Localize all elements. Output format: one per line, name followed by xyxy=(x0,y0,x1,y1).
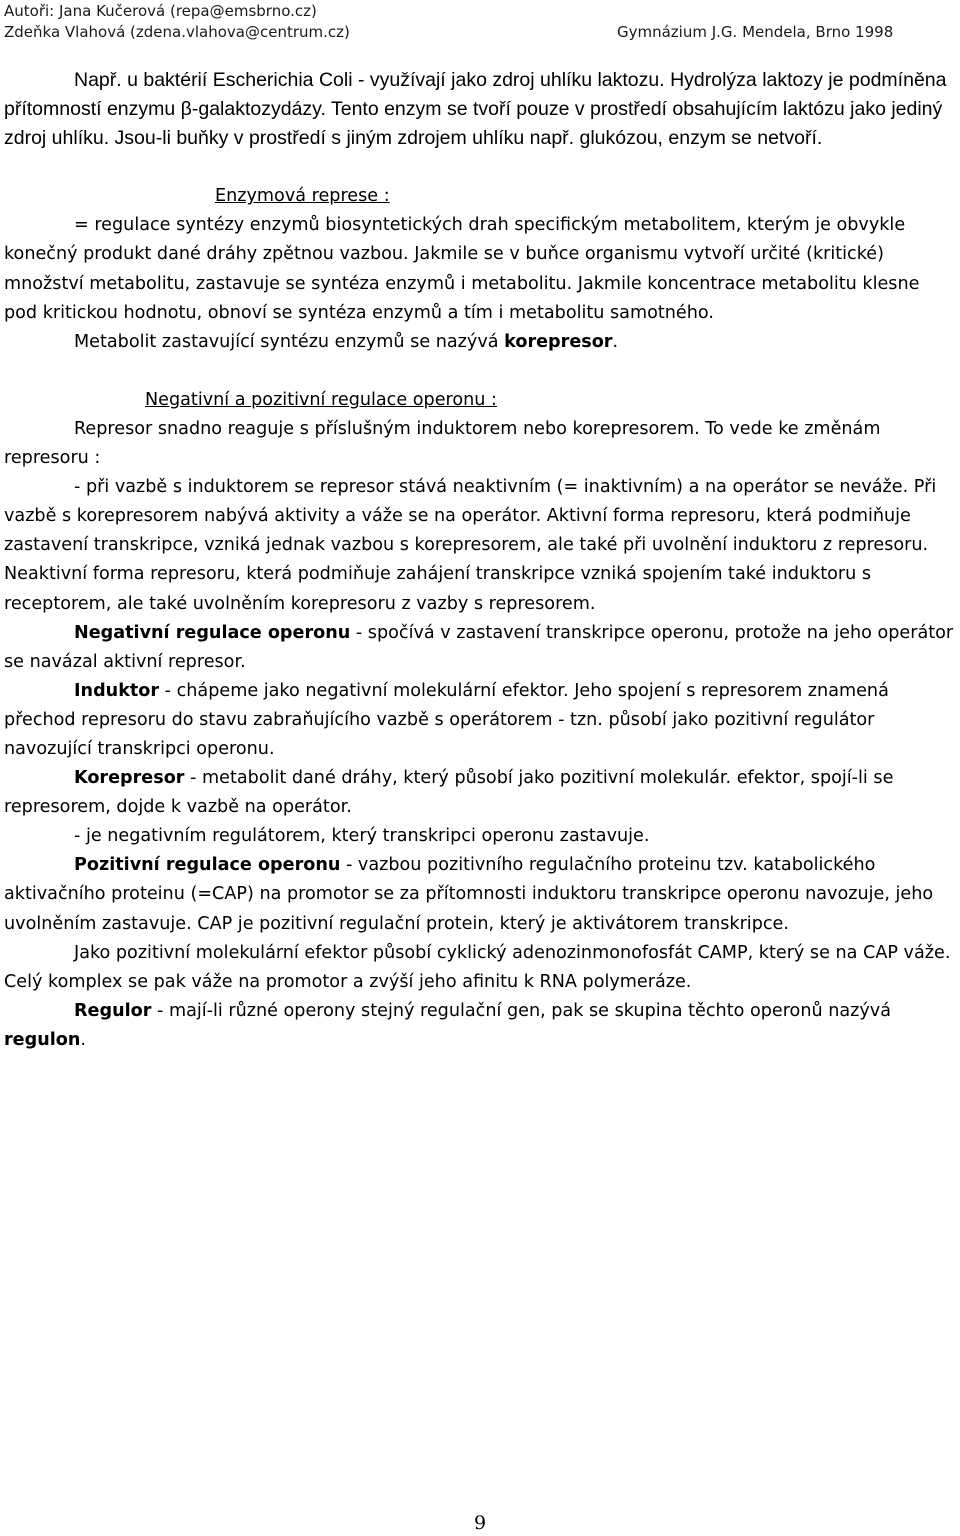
document-body xyxy=(4,66,954,1055)
negative-regulation-text: - spočívá v zastavení transkripce operonu, protože na jeho operátor se navázal aktivní represor. xyxy=(4,622,954,672)
spacer xyxy=(4,357,954,386)
camp-paragraph: Jako pozitivní molekulární efektor působí cyklický adenozinmonofosfát CAMP, který se na CAP váže. Celý komplex se pak váže na promotor a zvýší jeho afinitu k RNA polymeráze. xyxy=(4,942,951,992)
heading-operon-regulation: Negativní a pozitivní regulace operonu : xyxy=(145,389,497,410)
spacer xyxy=(4,153,954,182)
regulon-term: regulon xyxy=(4,1029,81,1050)
positive-regulation-paragraph xyxy=(4,851,954,938)
intro-paragraph: Např. u baktérií Escherichia Coli - využívají jako zdroj uhlíku laktozu. Hydrolýza laktozy je podmíněna přítomností enzymu β-galaktozydázy. Tento enzym se tvoří pouze v prostředí obsahujícím laktózu jako jediný zdroj uhlíku. Jsou-li buňky v prostředí s jiným zdrojem uhlíku např. glukózou, enzym se netvoří. xyxy=(4,69,947,150)
inductor-term: Induktor xyxy=(74,680,160,701)
repressor-changes-paragraph: - při vazbě s induktorem se represor stává neaktivním (= inaktivním) a na operátor se neváže. Při vazbě s korepresorem nabývá aktivity a váže se na operátor. Aktivní forma represoru, která podmiňuje zastavení transkripce, vzniká jednak vazbou s korepresorem, ale také při uvolnění induktoru z represoru. Neaktivní forma represoru, která podmiňuje zahájení transkripce vzniká spojením také induktoru s receptorem, ale také uvolněním korepresoru z vazby s represorem. xyxy=(4,477,937,614)
inductor-text: - chápeme jako negativní molekulární efektor. Jeho spojení s represorem znamená přechod represoru do stavu zabraňujícího vazbě s operátorem - tzn. působí jako pozitivní regulátor navozující transkripci operonu. xyxy=(4,680,889,759)
repressor-paragraph: Represor snadno reaguje s příslušným induktorem nebo korepresorem. To vede ke změnám represoru : xyxy=(4,418,881,469)
corepressor-end: . xyxy=(612,331,619,352)
regulor-end: . xyxy=(80,1029,86,1050)
corepressor-term: korepresor xyxy=(504,331,613,352)
page-number: 9 xyxy=(473,1512,487,1534)
inductor-paragraph xyxy=(4,677,954,764)
negative-regulation-term: Negativní regulace operonu xyxy=(74,622,351,643)
authors-line-2: Zdeňka Vlahová (zdena.vlahova@centrum.cz) xyxy=(4,23,350,41)
corepressor-definition-text: - metabolit dané dráhy, který působí jako pozitivní molekulár. efektor, spojí-li se represorem, dojde k vazbě na operátor. xyxy=(4,768,894,818)
corepressor-note: - je negativním regulátorem, který transkripci operonu zastavuje. xyxy=(74,826,650,847)
enzyme-repression-definition: = regulace syntézy enzymů biosyntetických drah specifickým metabolitem, kterým je obvykle konečný produkt dané dráhy zpětnou vazbou. Jakmile se v buňce organismu vytvoří určité (kritické) množství metabolitu, zastavuje se syntéza enzymů i metabolitu. Jakmile koncentrace metabolitu klesne pod kritickou hodnotu, obnoví se syntéza enzymů a tím i metabolitu samotného. xyxy=(4,215,920,323)
corepressor-paragraph xyxy=(4,764,954,822)
corepressor-sentence-text: Metabolit zastavující syntézu enzymů se nazývá xyxy=(74,331,505,352)
regulor-text: - mají-li různé operony stejný regulační gen, pak se skupina těchto operonů nazývá xyxy=(151,1000,891,1021)
positive-regulation-term: Pozitivní regulace operonu xyxy=(74,855,341,876)
authors-line-1: Autoři: Jana Kučerová (repa@emsbrno.cz) xyxy=(4,2,317,20)
regulor-paragraph xyxy=(4,997,954,1055)
positive-regulation-text: - vazbou pozitivního regulačního proteinu tzv. katabolického aktivačního proteinu (=CAP) na promotor se za přítomnosti induktoru transkripce operonu navozuje, jeho uvolněním zastavuje. CAP je pozitivní regulační protein, který je aktivátorem transkripce. xyxy=(4,855,934,934)
heading-enzyme-repression: Enzymová represe : xyxy=(215,186,390,207)
page-header xyxy=(0,0,960,44)
corepressor-sentence xyxy=(4,328,954,357)
regulor-term: Regulor xyxy=(74,1000,152,1021)
corepressor-definition-term: Korepresor xyxy=(74,768,185,789)
negative-regulation-paragraph xyxy=(4,619,954,677)
school-name: Gymnázium J.G. Mendela, Brno 1998 xyxy=(617,23,894,41)
